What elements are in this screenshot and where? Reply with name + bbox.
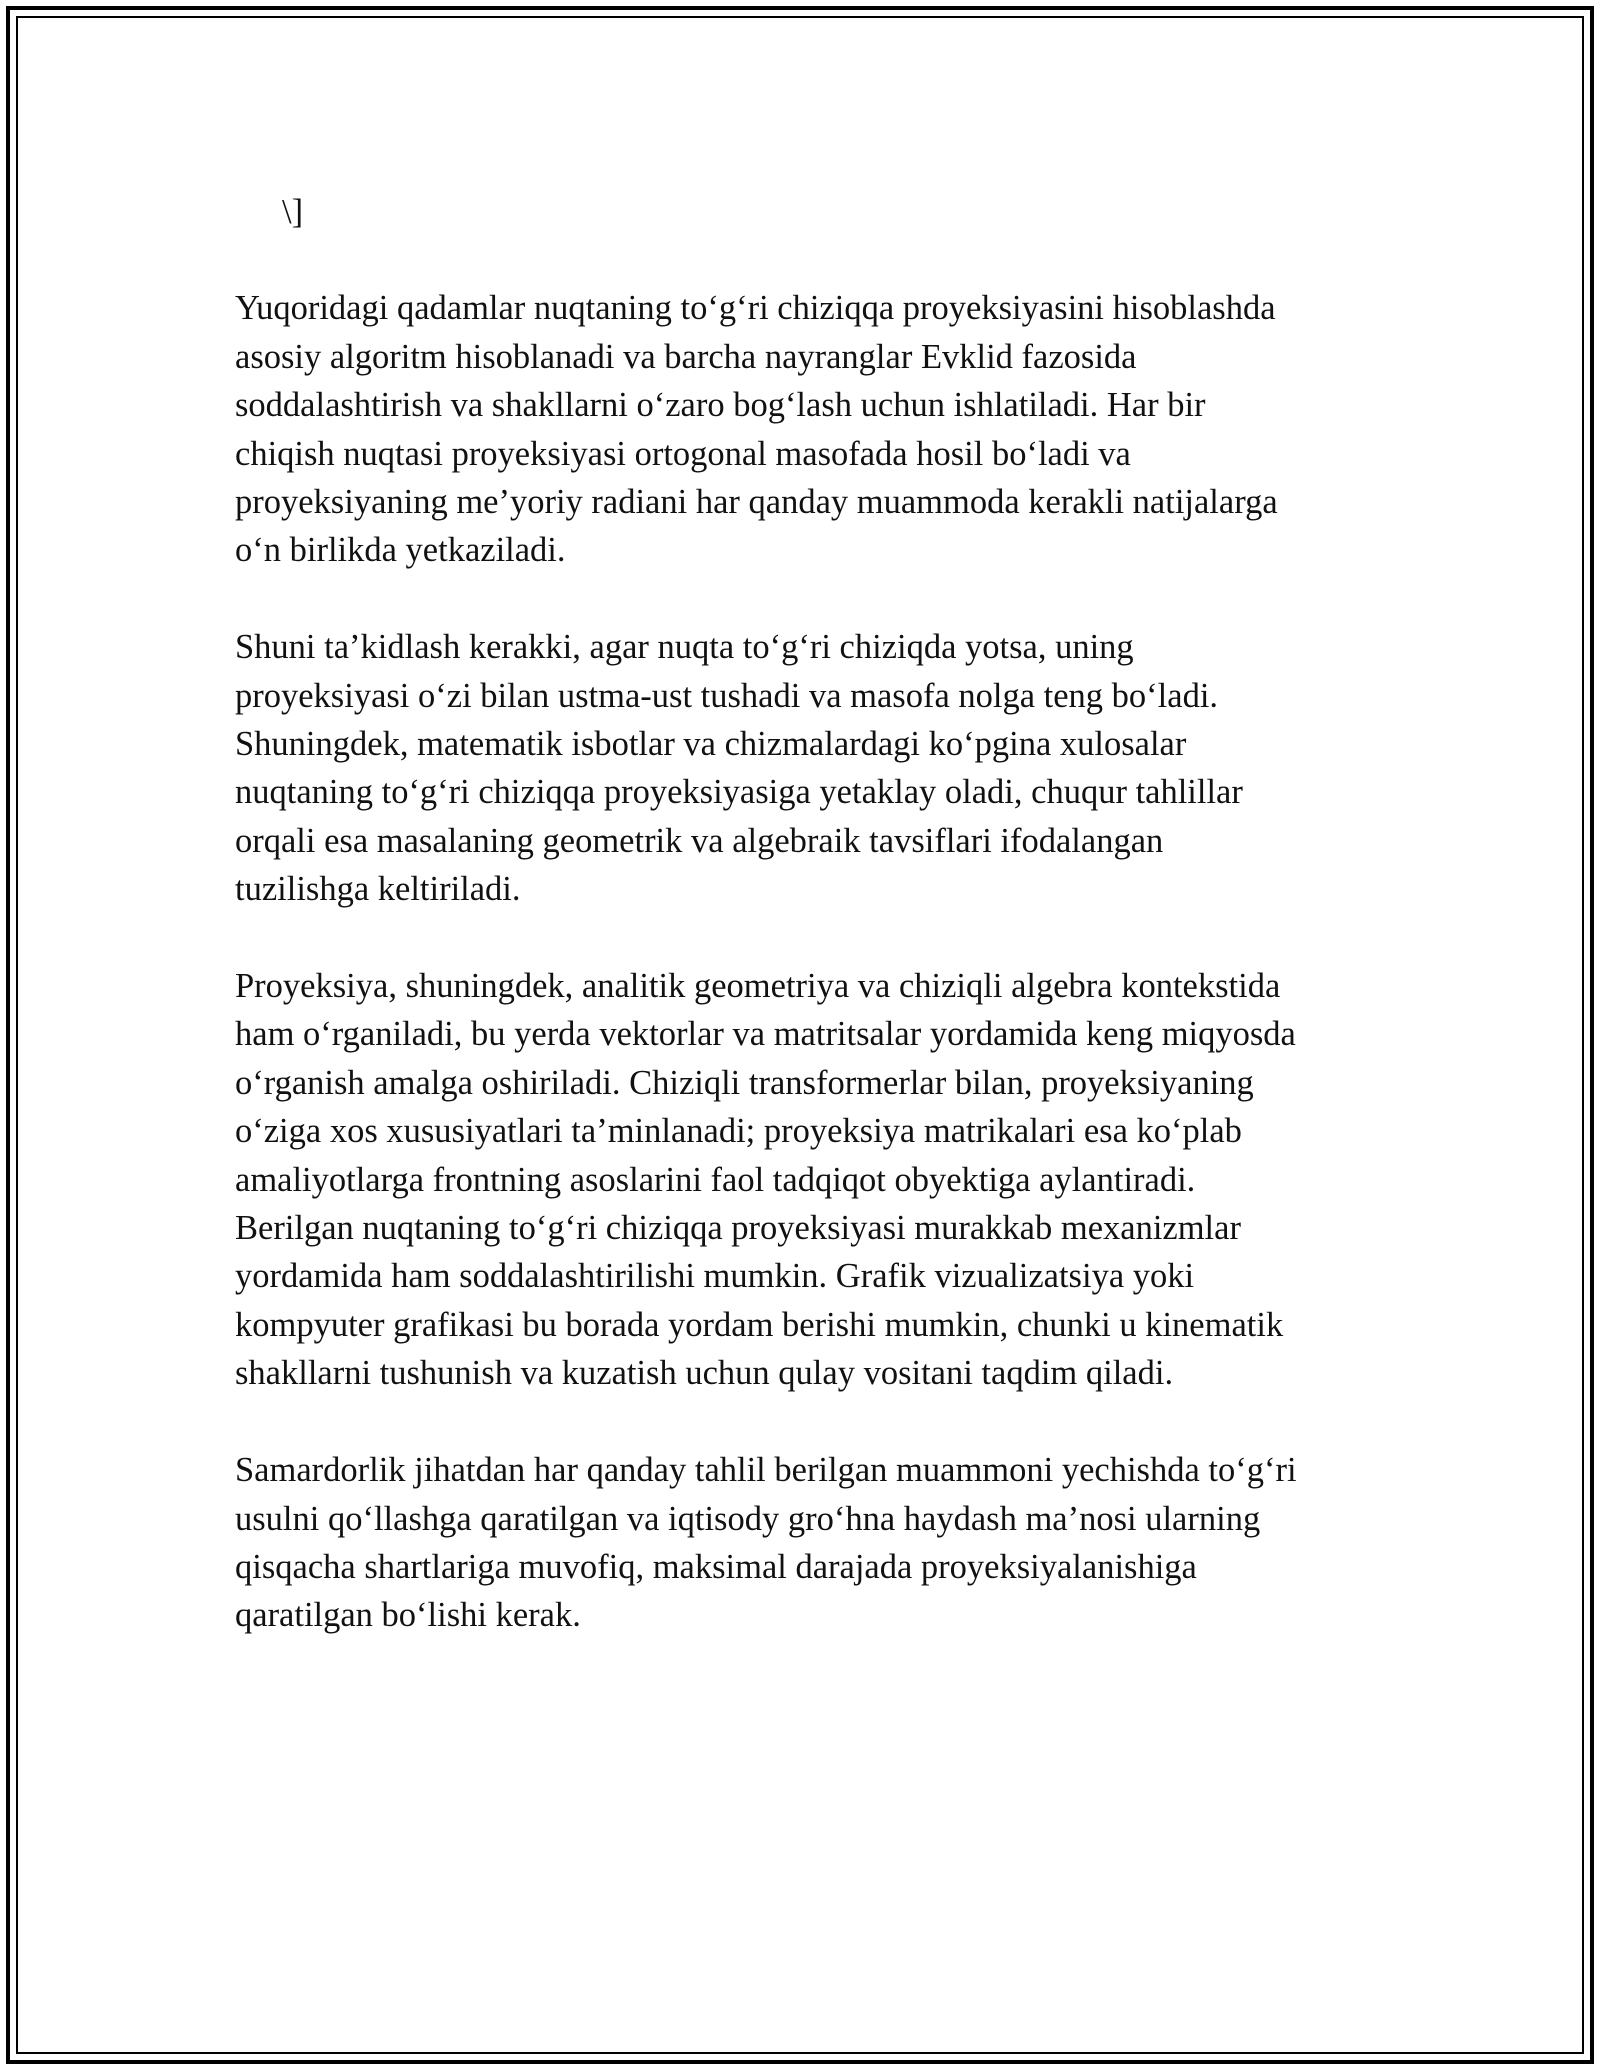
paragraph-line: shakllarni tushunish va kuzatish uchun qulay vositani taqdim qiladi. [235, 1354, 1174, 1393]
paragraph-line: tuzilishga keltiriladi. [235, 870, 521, 909]
paragraph-line: Proyeksiya, shuningdek, analitik geometriya va chiziqli algebra kontekstida [235, 967, 1281, 1006]
paragraph-line: soddalashtirish va shakllarni o‘zaro bog‘lash uchun ishlatiladi. Har bir [235, 386, 1206, 425]
paragraph-line: o‘n birlikda yetkaziladi. [235, 531, 566, 570]
paragraph-line: usulni qo‘llashga qaratilgan va iqtisody gro‘hna haydash ma’nosi ularning [235, 1499, 1261, 1538]
paragraph-line: o‘rganish amalga oshiriladi. Chiziqli transformerlar bilan, proyeksiyaning [235, 1063, 1254, 1102]
paragraph-line: kompyuter grafikasi bu borada yordam berishi mumkin, chunki u kinematik [235, 1305, 1284, 1344]
paragraph-line: proyeksiyasi o‘zi bilan ustma-ust tushadi va masofa nolga teng bo‘ladi. [235, 676, 1219, 715]
paragraph-line: nuqtaning to‘g‘ri chiziqqa proyeksiyasiga yetaklay oladi, chuqur tahlillar [235, 773, 1243, 812]
document-body [235, 188, 1395, 1640]
paragraph-line: ham o‘rganiladi, bu yerda vektorlar va matritsalar yordamida keng miqyosda [235, 1015, 1296, 1054]
paragraph-line: yordamida ham soddalashtirilishi mumkin. Grafik vizualizatsiya yoki [235, 1257, 1195, 1296]
paragraph-line: asosiy algoritm hisoblanadi va barcha nayranglar Evklid fazosida [235, 337, 1137, 376]
paragraph-line: Berilgan nuqtaning to‘g‘ri chiziqqa proyeksiyasi murakkab mexanizmlar [235, 1209, 1241, 1248]
paragraph-1 [235, 284, 1395, 574]
paragraph-line: qisqacha shartlariga muvofiq, maksimal darajada proyeksiyalanishiga [235, 1547, 1197, 1586]
paragraph-line: qaratilgan bo‘lishi kerak. [235, 1596, 581, 1635]
paragraph-line: amaliyotlarga frontning asoslarini faol tadqiqot obyektiga aylantiradi. [235, 1160, 1196, 1199]
paragraph-line: orqali esa masalaning geometrik va algebraik tavsiflari ifodalangan [235, 821, 1164, 860]
paragraph-line: o‘ziga xos xususiyatlari ta’minlanadi; proyeksiya matrikalari esa ko‘plab [235, 1112, 1242, 1151]
paragraph-line: Shuningdek, matematik isbotlar va chizmalardagi ko‘pgina xulosalar [235, 725, 1187, 764]
paragraph-line: proyeksiyaning me’yoriy radiani har qanday muammoda kerakli natijalarga [235, 483, 1278, 522]
paragraph-3 [235, 962, 1395, 1398]
paragraph-4 [235, 1446, 1395, 1640]
paragraph-line: Shuni ta’kidlash kerakki, agar nuqta to‘g‘ri chiziqda yotsa, uning [235, 628, 1134, 667]
math-fragment: \] [282, 193, 304, 231]
paragraph-line: chiqish nuqtasi proyeksiyasi ortogonal masofada hosil bo‘ladi va [235, 434, 1131, 473]
paragraph-line: Samardorlik jihatdan har qanday tahlil berilgan muammoni yechishda to‘g‘ri [235, 1451, 1297, 1490]
paragraph-2 [235, 623, 1395, 913]
paragraph-line: Yuqoridagi qadamlar nuqtaning to‘g‘ri chiziqqa proyeksiyasini hisoblashda [235, 289, 1276, 328]
